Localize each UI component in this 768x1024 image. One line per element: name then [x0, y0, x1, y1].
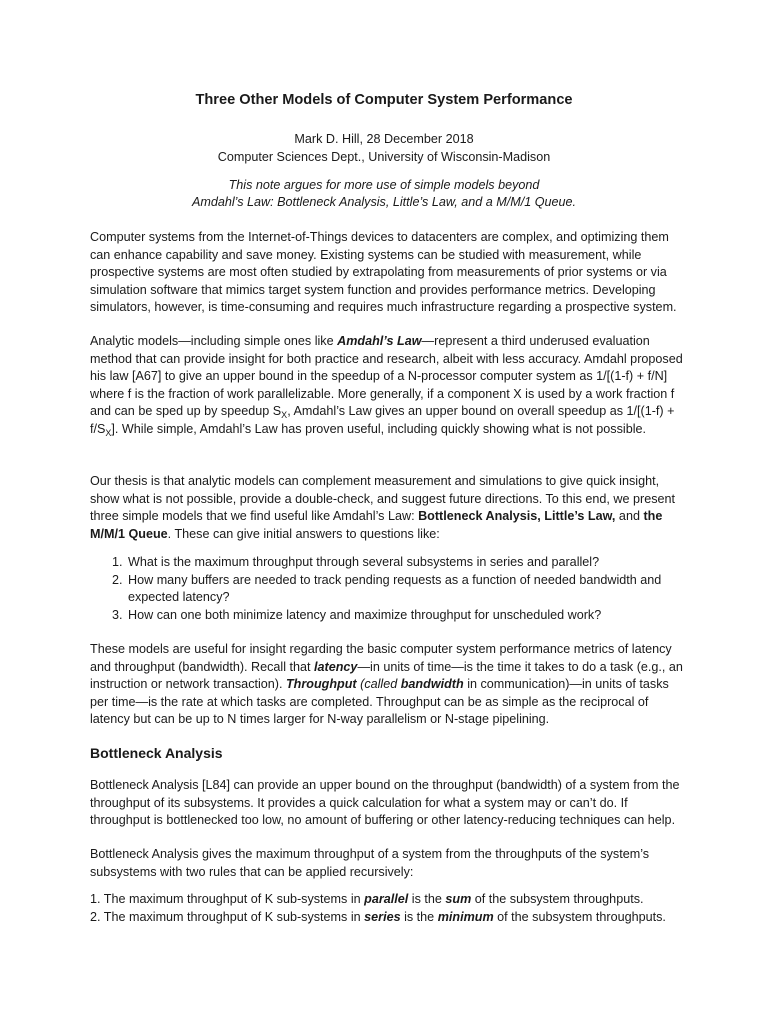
metrics-paragraph: These models are useful for insight regarding the basic computer system performance metrics of latency and throughput (bandwidth). Recall that latency—in units of time—is the time it takes to do a task (e.g., an instruction or network transaction). Throughput (called bandwidth in communication)—in units of tasks per time—is the rate at which tasks are completed. Throughput can be as simple as the reciprocal of latency but can be up to N times larger for N-way parallelism or N-stage pipelining. [90, 642, 683, 727]
rules-intro-paragraph: Bottleneck Analysis gives the maximum throughput of a system from the throughputs of the system’s subsystems with two rules that can be applied recursively: [90, 847, 650, 879]
abstract-line-2: Amdahl’s Law: Bottleneck Analysis, Little’s Law, and a M/M/1 Queue. [191, 195, 577, 209]
author-line: Mark D. Hill, 28 December 2018 [294, 132, 474, 146]
abstract-line-1: This note argues for more use of simple models beyond [228, 178, 540, 192]
rule-2: 2. The maximum throughput of K sub-systems in series is the minimum of the subsystem throughputs. [90, 910, 666, 924]
affiliation-line: Computer Sciences Dept., University of Wisconsin-Madison [217, 150, 551, 164]
rule-1: 1. The maximum throughput of K sub-systems in parallel is the sum of the subsystem throughputs. [90, 892, 644, 906]
section-heading: Bottleneck Analysis [90, 745, 223, 761]
amdahl-paragraph: Analytic models—including simple ones like Amdahl’s Law—represent a third underused evaluation method that can provide insight for both practice and research, albeit with less accuracy. Amdahl proposed his law [A67] to give an upper bound in the speedup of a N-processor computer system as 1/[(1-f) + f/N] where f is the fraction of work parallelizable. More generally, if a component X is used by a work fraction f and can be sped up by speedup $S_X$, Amdahl’s Law gives an upper bound on overall speedup as $1/[(1-f) + f/S_X]$. While simple, Amdahl’s Law has proven useful, including quickly showing what is not possible. [90, 334, 683, 438]
list-item: 2. How many buffers are needed to track pending requests as a function of needed bandwidth and expected latency? [112, 572, 662, 605]
bottleneck-paragraph: Bottleneck Analysis [L84] can provide an upper bound on the throughput (bandwidth) of a system from the throughput of its subsystems. It provides a quick calculation for what a system may or can’t do. If throughput is bottlenecked too low, no amount of buffering or other latency-reducing techniques can help. [90, 778, 680, 828]
amdahl-term: Amdahl’s Law [337, 334, 422, 348]
list-item: 3. How can one both minimize latency and maximize throughput for unscheduled work? [112, 607, 602, 622]
questions-list [90, 554, 690, 624]
thesis-paragraph: Our thesis is that analytic models can complement measurement and simulations to give quick insight, show what is not possible, provide a double-check, and suggest future directions. To this end, we present three simple models that we find useful like Amdahl’s Law: Bottleneck Analysis, Little’s Law, and the M/M/1 Queue. These can give initial answers to questions like: [90, 474, 676, 541]
intro-paragraph: Computer systems from the Internet-of-Things devices to datacenters are complex, and optimizing them can enhance capability and save money. Existing systems can be studied with measurement, while prospective systems are most often studied by extrapolating from measurements of prior systems or via simulation software that mimics target system function and provides performance metrics. Developing simulators, however, is time-consuming and requires much infrastructure regarding a prospective system. [90, 230, 677, 315]
paper-title: Three Other Models of Computer System Performance [195, 92, 573, 108]
list-item: 1. What is the maximum throughput through several subsystems in series and parallel? [112, 555, 600, 569]
